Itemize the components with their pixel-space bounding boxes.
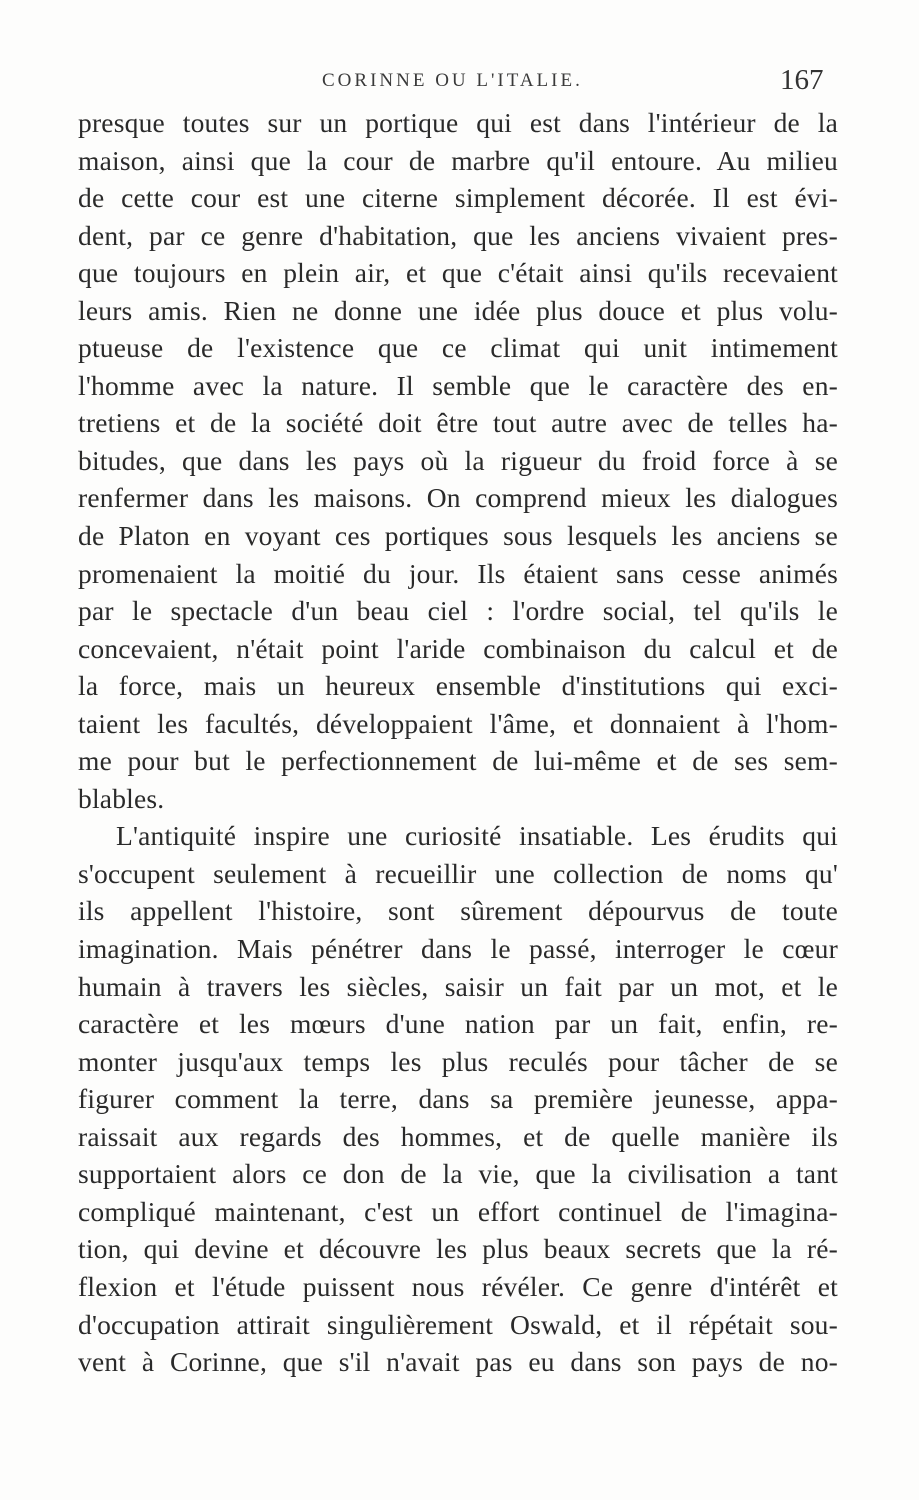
text-line: presque toutes sur un portique qui est dans l'intérieur de la: [78, 107, 838, 138]
text-line: tion, qui devine et découvre les plus beaux secrets que la ré-: [78, 1233, 838, 1265]
text-line: vent à Corinne, que s'il n'avait pas eu dans son pays de no-: [78, 1346, 838, 1378]
text-line: tretiens et de la société doit être tout autre avec de telles ha-: [78, 407, 838, 439]
paragraph-last-line: blables.: [78, 782, 165, 814]
text-line: bitudes, que dans les pays où la rigueur du froid force à se: [78, 444, 838, 476]
text-line: raissait aux regards des hommes, et de quelle manière ils: [78, 1120, 838, 1152]
text-line: monter jusqu'aux temps les plus reculés pour tâcher de se: [78, 1045, 838, 1077]
text-line: me pour but le perfectionnement de lui-même et de ses sem-: [78, 745, 838, 777]
text-line: la force, mais un heureux ensemble d'institutions qui exci-: [78, 670, 838, 702]
text-line: d'occupation attirait singulièrement Oswald, et il répétait sou-: [78, 1308, 838, 1340]
running-title: CORINNE OU L'ITALIE.: [322, 70, 583, 91]
text-line: de Platon en voyant ces portiques sous lesquels les anciens se: [78, 520, 838, 552]
text-line: de cette cour est une citerne simplement décorée. Il est évi-: [78, 182, 838, 214]
text-line: concevaient, n'était point l'aride combinaison du calcul et de: [78, 632, 838, 664]
text-line: promenaient la moitié du jour. Ils étaient sans cesse animés: [78, 557, 838, 589]
text-line: taient les facultés, développaient l'âme, et donnaient à l'hom-: [78, 707, 838, 739]
text-line: figurer comment la terre, dans sa première jeunesse, appa-: [78, 1083, 838, 1115]
text-line: s'occupent seulement à recueillir une collection de noms qu': [78, 857, 838, 889]
text-line: que toujours en plein air, et que c'était ainsi qu'ils recevaient: [78, 257, 838, 289]
text-line: ils appellent l'histoire, sont sûrement dépourvus de toute: [78, 895, 838, 927]
text-line: supportaient alors ce don de la vie, que la civilisation a tant: [78, 1158, 838, 1190]
text-line: par le spectacle d'un beau ciel : l'ordre social, tel qu'ils le: [78, 595, 838, 627]
text-line: caractère et les mœurs d'une nation par un fait, enfin, re-: [78, 1008, 838, 1040]
text-line: l'homme avec la nature. Il semble que le caractère des en-: [78, 369, 838, 401]
text-line: maison, ainsi que la cour de marbre qu'il entoure. Au milieu: [78, 144, 838, 176]
text-line: imagination. Mais pénétrer dans le passé, interroger le cœur: [78, 933, 838, 965]
text-line: dent, par ce genre d'habitation, que les anciens vivaient pres-: [78, 219, 838, 251]
body-text: [78, 104, 838, 1381]
page-number: 167: [780, 64, 824, 96]
text-line: flexion et l'étude puissent nous révéler. Ce genre d'intérêt et: [78, 1270, 838, 1302]
text-line: renfermer dans les maisons. On comprend mieux les dialogues: [78, 482, 838, 514]
text-line: ptueuse de l'existence que ce climat qui unit intimement: [78, 332, 838, 364]
paragraph-first-line: L'antiquité inspire une curiosité insatiable. Les érudits qui: [116, 820, 838, 852]
text-line: compliqué maintenant, c'est un effort continuel de l'imagina-: [78, 1195, 838, 1227]
running-head: [0, 62, 919, 102]
text-line: humain à travers les siècles, saisir un fait par un mot, et le: [78, 970, 838, 1002]
text-line: leurs amis. Rien ne donne une idée plus douce et plus volu-: [78, 294, 838, 326]
